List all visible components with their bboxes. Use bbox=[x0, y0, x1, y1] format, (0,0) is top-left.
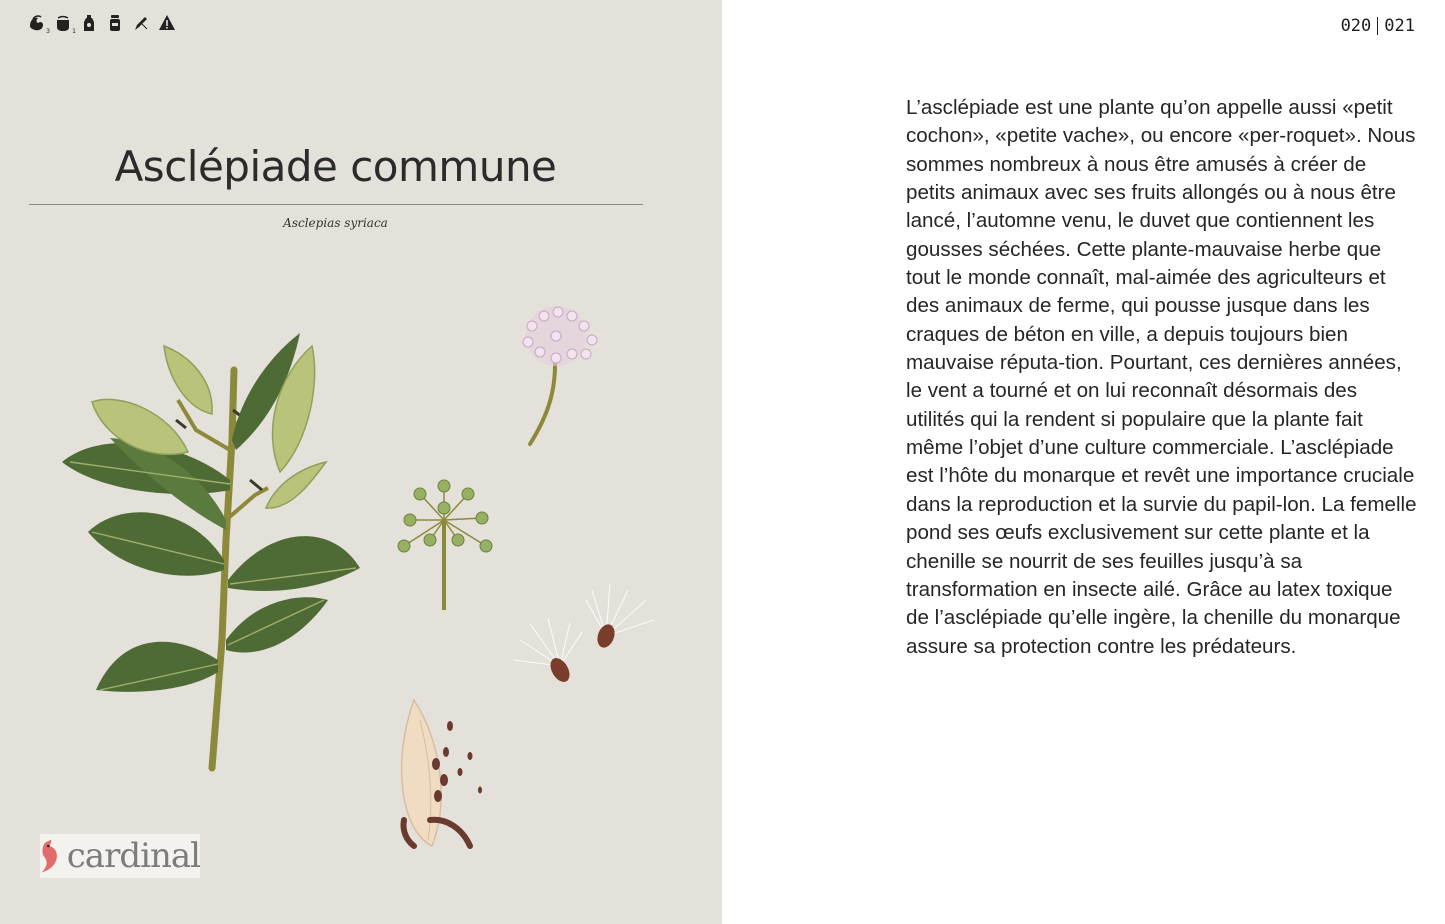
jar-icon bbox=[106, 14, 124, 34]
hands-icon bbox=[28, 14, 50, 35]
milkweed-illustration bbox=[0, 240, 722, 880]
green-umbel-drawing bbox=[398, 480, 492, 610]
pot-icon-count: 1 bbox=[72, 28, 76, 35]
plant-common-name: Asclépiade commune bbox=[114, 142, 557, 191]
page-numbers bbox=[1341, 16, 1415, 36]
publisher-logo bbox=[40, 834, 200, 878]
left-page bbox=[0, 0, 722, 924]
bottle-icon bbox=[80, 14, 98, 34]
pot-icon bbox=[54, 14, 76, 35]
page-number-right: 021 bbox=[1384, 16, 1415, 36]
plant-latin-name: Asclepias syriaca bbox=[283, 216, 388, 230]
pen-icon bbox=[132, 14, 150, 34]
article-body: L’asclépiade est une plante qu’on appelle aussi «petit cochon», «petite vache», ou encore «per-roquet». Nous sommes nombreux à nous être amusés à créer de petits animaux avec ses fruits allongés ou à nous être lancé, l’automne venu, le duvet que contiennent les gousses séchées. Cette plante-mauvaise herbe que tout le monde connaît, mal-aimée des agriculteurs et des animaux de ferme, qui pousse jusque dans les craques de béton en ville, a depuis toujours bien mauvaise réputa-tion. Pourtant, ces dernières années, le vent a tourné et on lui reconnaît désormais des utilités qui la rendent si populaire que la plante fait même l’objet d’une culture commerciale. L’asclépiade est l’hôte du monarque et revêt une importance cruciale dans la reproduction et la survie du papil-lon. La femelle pond ses œufs exclusivement sur cette plante et la chenille se nourrit de ses feuilles jusqu’à sa transformation en insecte ailé. Grâce au latex toxique de l’asclépiade qu’elle ingère, la chenille du monarque assure sa protection contre les prédateurs. bbox=[906, 96, 1417, 658]
warning-icon bbox=[158, 14, 176, 34]
usage-icons bbox=[28, 14, 176, 34]
pink-flower-drawing bbox=[523, 306, 597, 444]
page-number-separator bbox=[1377, 17, 1378, 35]
open-pod-drawing bbox=[402, 700, 482, 846]
milkweed-plant-drawing bbox=[62, 333, 360, 768]
title-divider bbox=[29, 204, 643, 205]
page-number-left: 020 bbox=[1340, 16, 1372, 36]
cardinal-bird-icon bbox=[40, 834, 65, 878]
hands-icon-count: 3 bbox=[46, 28, 50, 35]
publisher-logo-text: cardinal bbox=[66, 836, 200, 876]
seeds-drawing bbox=[514, 584, 654, 685]
